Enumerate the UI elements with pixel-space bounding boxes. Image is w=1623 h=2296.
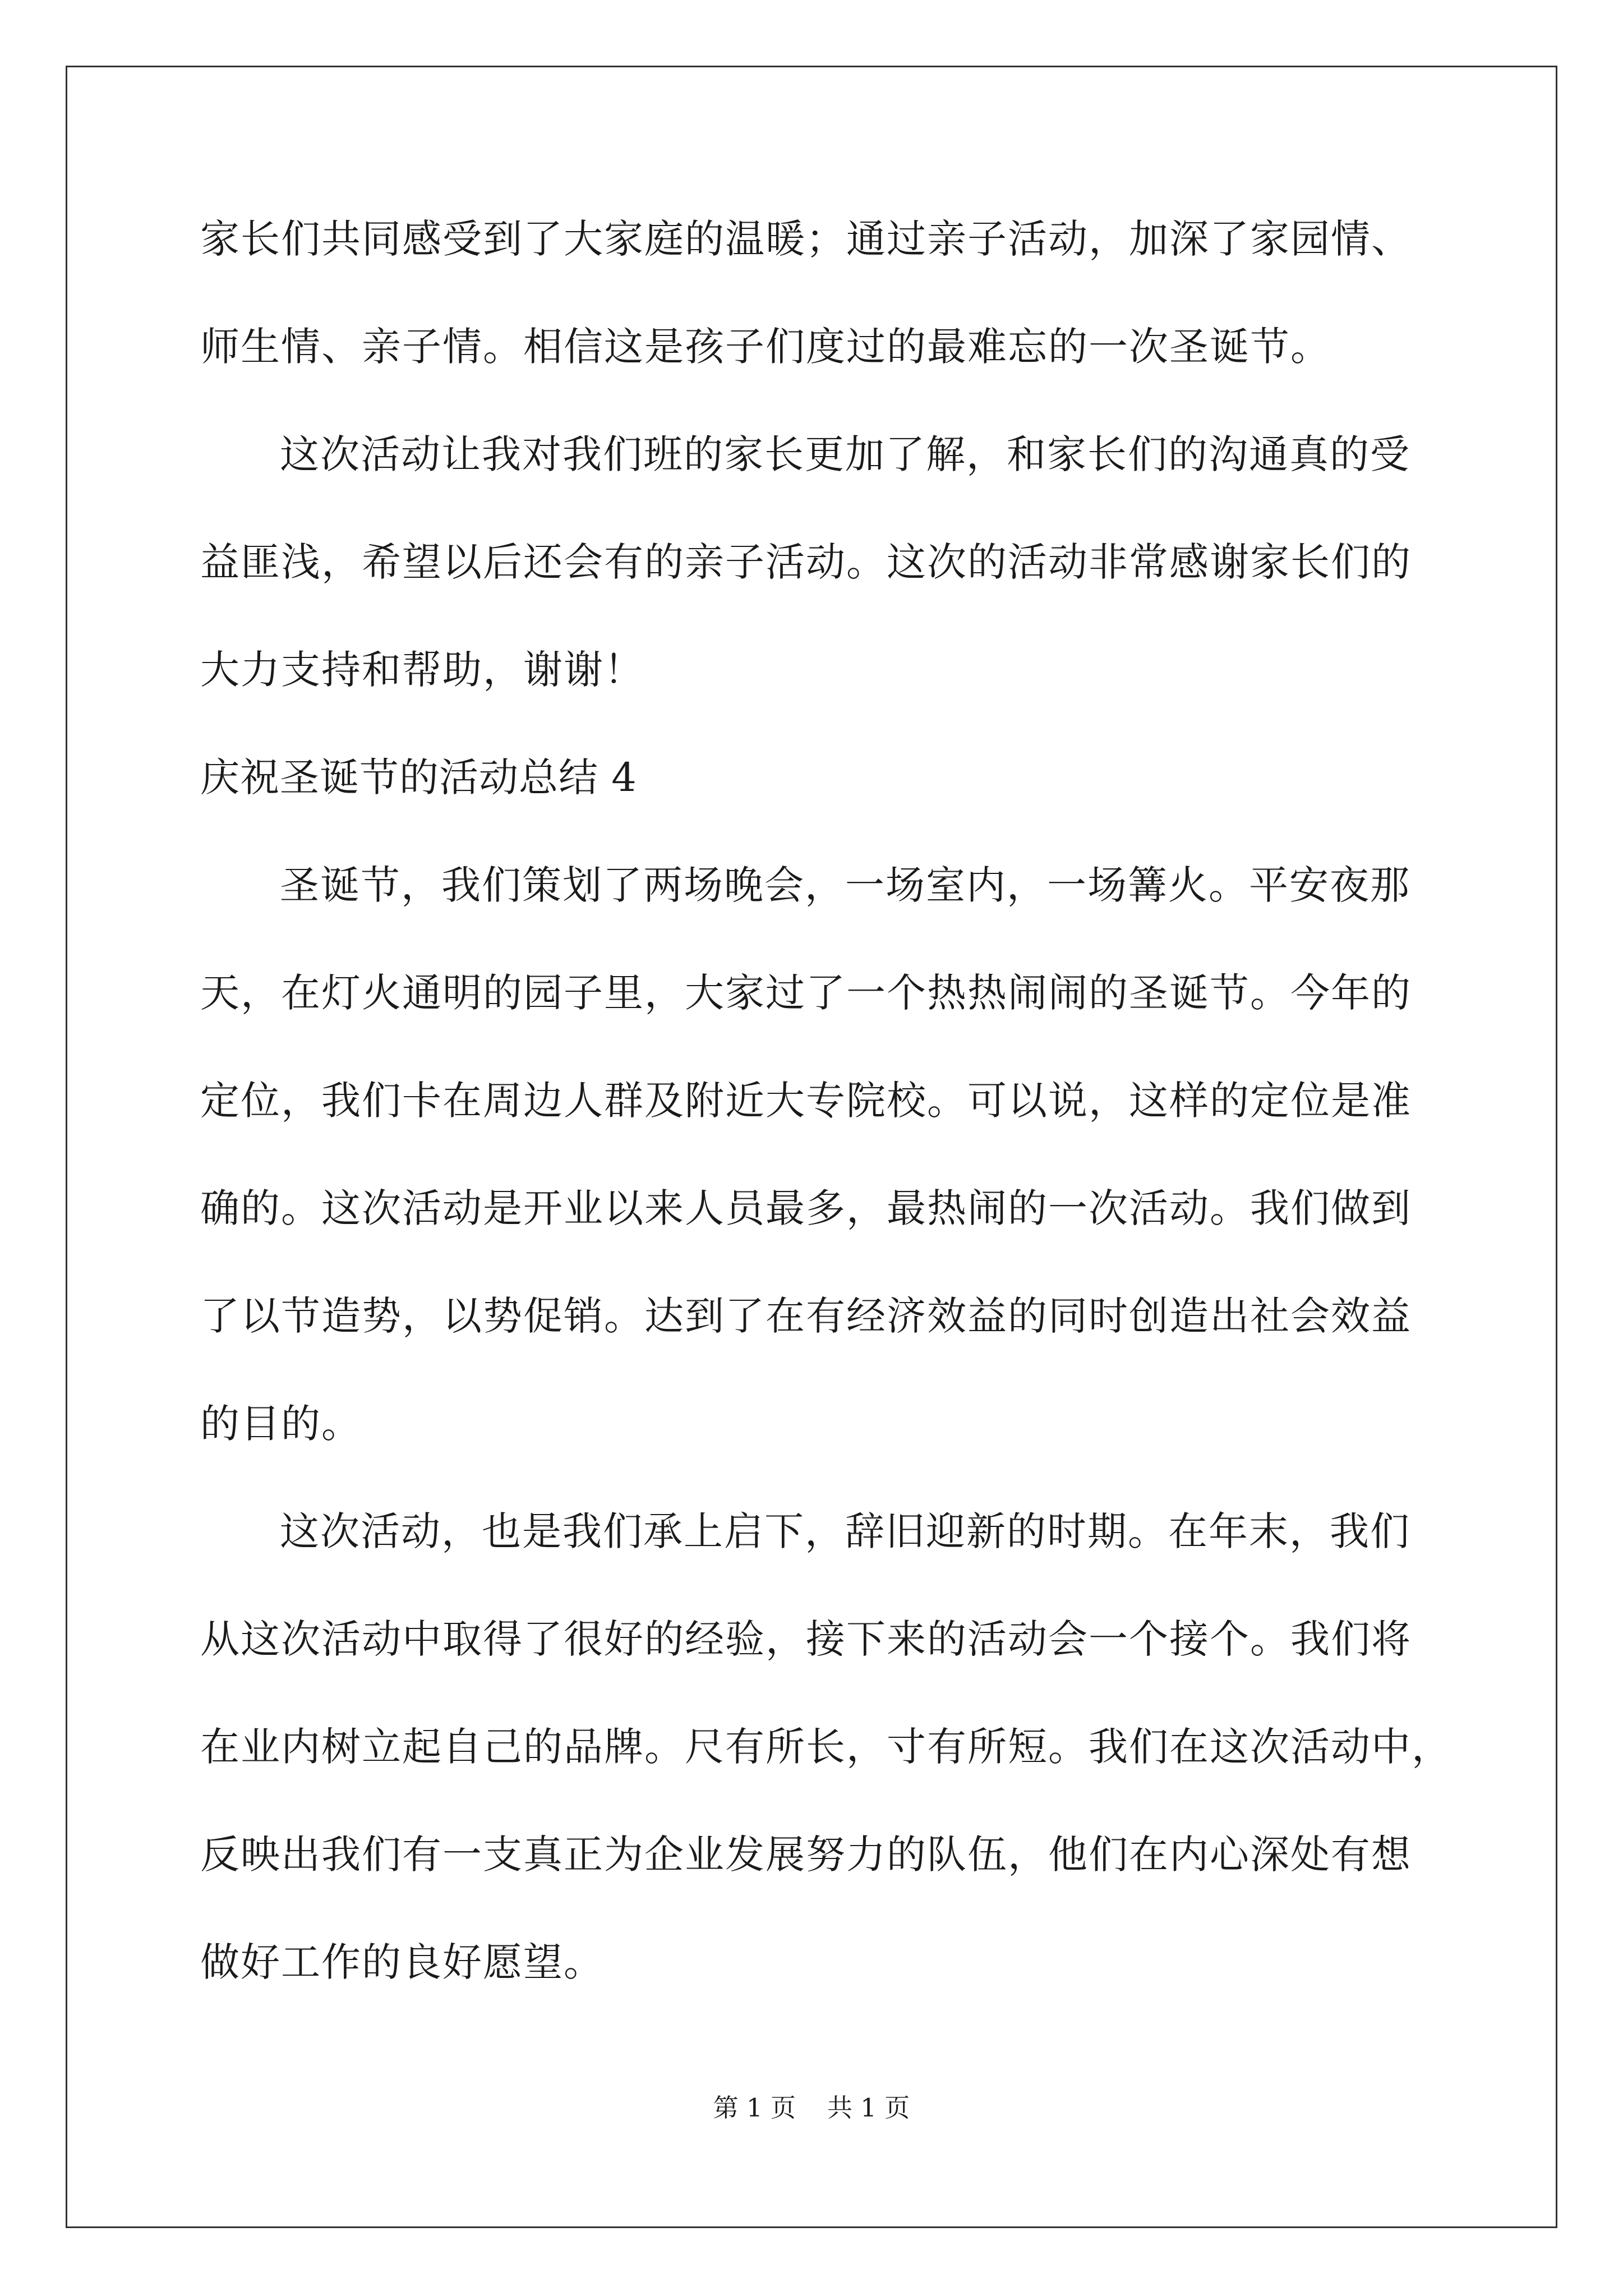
- section-heading: 庆祝圣诞节的活动总结 4: [200, 754, 637, 800]
- text-line: 做好工作的良好愿望。: [200, 1939, 604, 1985]
- text-line: 在业内树立起自己的品牌。尺有所长，寸有所短。我们在这次活动中，: [200, 1724, 1452, 1770]
- page-number: 第 1 页: [713, 2093, 796, 2123]
- text-line: 从这次活动中取得了很好的经验，接下来的活动会一个接个。我们将: [200, 1616, 1412, 1662]
- paragraph-start-line: 这次活动让我对我们班的家长更加了解，和家长们的沟通真的受: [280, 431, 1410, 477]
- text-line: 家长们共同感受到了大家庭的温暖；通过亲子活动，加深了家园情、: [200, 216, 1412, 262]
- text-line: 确的。这次活动是开业以来人员最多，最热闹的一次活动。我们做到: [200, 1185, 1412, 1231]
- paragraph-start-line: 这次活动，也是我们承上启下，辞旧迎新的时期。在年末，我们: [280, 1508, 1410, 1554]
- document-body: [200, 185, 1452, 2016]
- text-line: 师生情、亲子情。相信这是孩子们度过的最难忘的一次圣诞节。: [200, 324, 1331, 370]
- text-line: 定位，我们卡在周边人群及附近大专院校。可以说，这样的定位是准: [200, 1078, 1412, 1124]
- text-line: 益匪浅，希望以后还会有的亲子活动。这次的活动非常感谢家长们的: [200, 539, 1412, 585]
- text-line: 的目的。: [200, 1401, 362, 1447]
- page-footer: [0, 2091, 1623, 2125]
- text-line: 了以节造势，以势促销。达到了在有经济效益的同时创造出社会效益: [200, 1293, 1412, 1339]
- text-line: 大力支持和帮助，谢谢！: [200, 647, 644, 693]
- paragraph-start-line: 圣诞节，我们策划了两场晚会，一场室内，一场篝火。平安夜那: [280, 862, 1410, 908]
- text-line: 天，在灯火通明的园子里，大家过了一个热热闹闹的圣诞节。今年的: [200, 970, 1412, 1016]
- text-line: 反映出我们有一支真正为企业发展努力的队伍，他们在内心深处有想: [200, 1832, 1412, 1878]
- page-total: 共 1 页: [827, 2093, 910, 2123]
